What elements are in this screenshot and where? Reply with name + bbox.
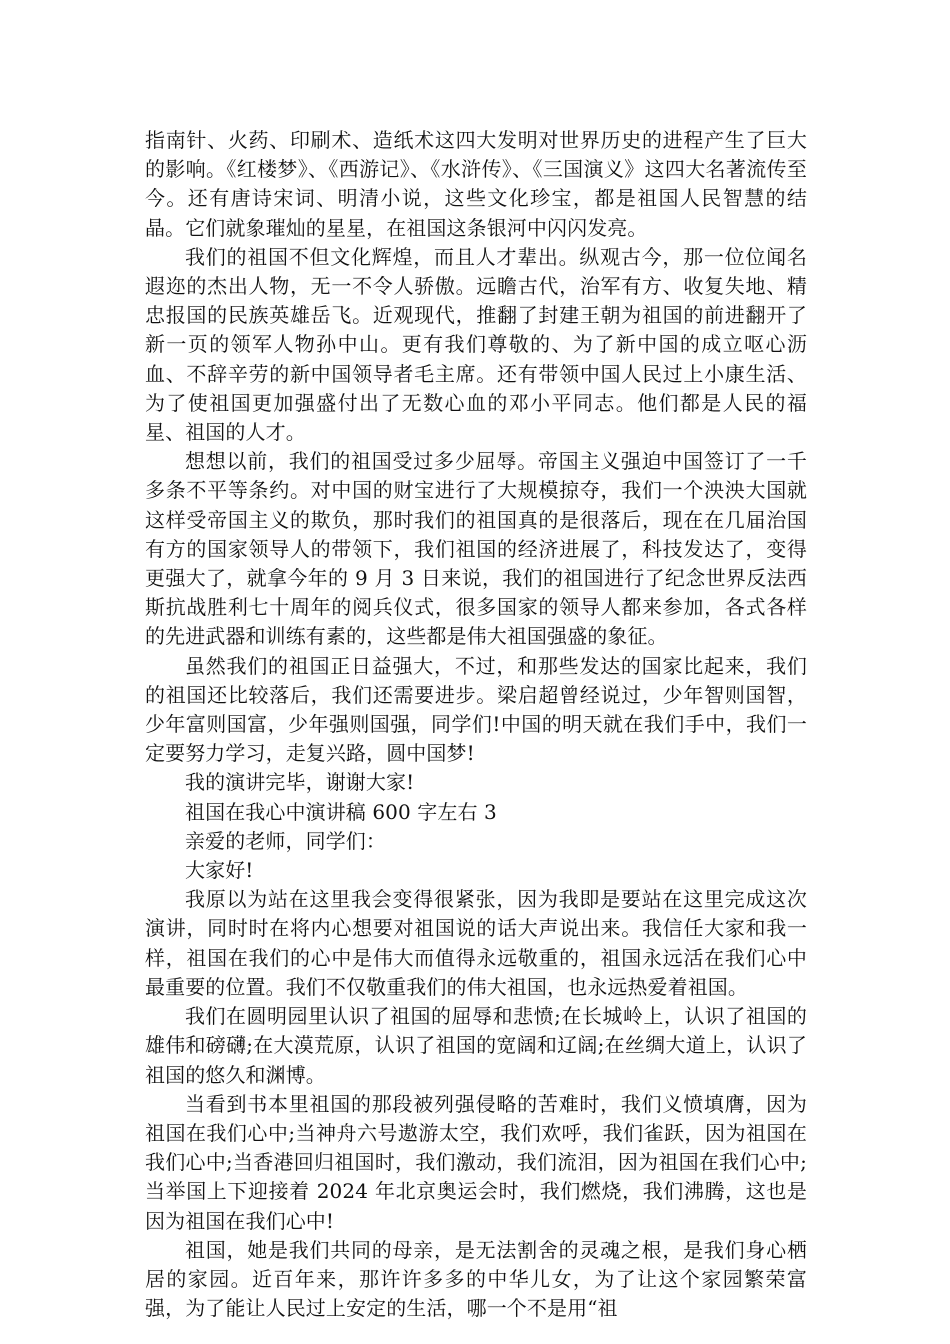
document-body <box>145 126 807 1323</box>
paragraph-nervous-opening: 我原以为站在这里我会变得很紧张，因为我即是要站在这里完成这次演讲，同时时在将内心想要对祖国说的话大声说出来。我信任大家和我一样，祖国在我们的心中是伟大而值得永远敬重的，祖国永远活在我们心中最重要的位置。我们不仅敬重我们的伟大祖国，也永远热爱着祖国。 <box>145 887 807 999</box>
paragraph-past-humiliation: 想想以前，我们的祖国受过多少屈辱。帝国主义强迫中国签订了一千多条不平等条约。对中国的财宝进行了大规模掠夺，我们一个泱泱大国就这样受帝国主义的欺负，那时我们的祖国真的是很落后，现在在几届治国有方的国家领导人的带领下，我们祖国的经济进展了，科技发达了，变得更强大了，就拿今年的 9 月 3 日来说，我们的祖国进行了纪念世界反法西斯抗战胜利七十周年的阅兵仪式，很多国家的领导人都来参加，各式各样的先进武器和训练有素的，这些都是伟大祖国强盛的象征。 <box>145 449 807 649</box>
greeting-line: 大家好! <box>185 858 254 883</box>
speech-title-3: 祖国在我心中演讲稿 600 字左右 3 <box>185 799 497 824</box>
salutation-line: 亲爱的老师，同学们： <box>185 828 386 853</box>
paragraph-places-recognized: 我们在圆明园里认识了祖国的屈辱和悲愤;在长城岭上，认识了祖国的雄伟和磅礴;在大漠荒原，认识了祖国的宽阔和辽阔;在丝绸大道上，认识了祖国的悠久和渊博。 <box>145 1004 807 1087</box>
speech-closing-line: 我的演讲完毕，谢谢大家! <box>185 770 415 795</box>
paragraph-talented-people: 我们的祖国不但文化辉煌，而且人才辈出。纵观古今，那一位位闻名遐迩的杰出人物，无一不令人骄傲。远瞻古代，治军有方、收复失地、精忠报国的民族英雄岳飞。近观现代，推翻了封建王朝为祖国的前进翻开了新一页的领军人物孙中山。更有我们尊敬的、为了新中国的成立呕心沥血、不辞辛劳的新中国领导者毛主席。还有带领中国人民过上小康生活、为了使祖国更加强盛付出了无数心血的邓小平同志。他们都是人民的福星、祖国的人才。 <box>145 244 807 445</box>
paragraph-motherland-in-heart: 当看到书本里祖国的那段被列强侵略的苦难时，我们义愤填膺，因为祖国在我们心中;当神舟六号遨游太空，我们欢呼，我们雀跃，因为祖国在我们心中;当香港回归祖国时，我们激动，我们流泪，因为祖国在我们心中;当举国上下迎接着 2024 年北京奥运会时，我们燃烧，我们沸腾，这也是因为祖国在我们心中! <box>145 1091 807 1233</box>
paragraph-motherland-mother: 祖国，她是我们共同的母亲，是无法割舍的灵魂之根，是我们身心栖居的家园。近百年来，那许许多多的中华儿女，为了让这个家园繁荣富强，为了能让人民过上安定的生活，哪一个不是用“祖 <box>145 1237 807 1321</box>
paragraph-four-inventions: 指南针、火药、印刷术、造纸术这四大发明对世界历史的进程产生了巨大的影响。《红楼梦》、《西游记》、《水浒传》、《三国演义》这四大名著流传至今。还有唐诗宋词、明清小说，这些文化珍宝，都是祖国人民智慧的结晶。它们就象璀灿的星星，在祖国这条银河中闪闪发亮。 <box>145 128 807 240</box>
paragraph-still-developing: 虽然我们的祖国正日益强大，不过，和那些发达的国家比起来，我们的祖国还比较落后，我们还需要进步。梁启超曾经说过，少年智则国智，少年富则国富，少年强则国强，同学们!中国的明天就在我们手中，我们一定要努力学习，走复兴路，圆中国梦! <box>145 653 807 766</box>
